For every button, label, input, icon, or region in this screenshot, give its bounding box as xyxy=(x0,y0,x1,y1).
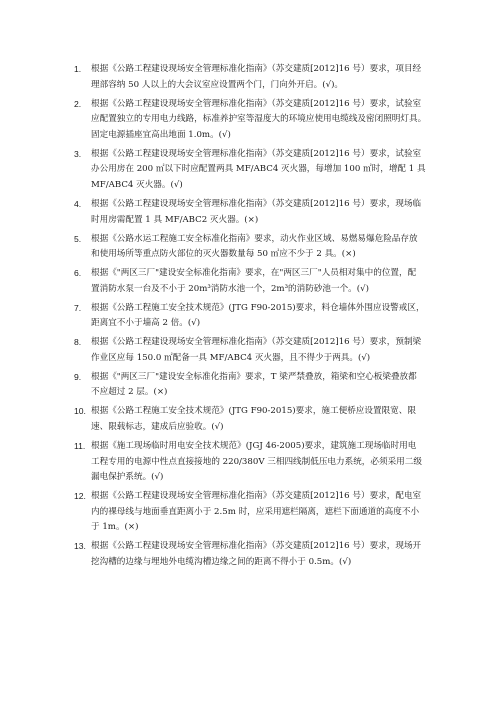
question-number: 6. xyxy=(74,268,82,279)
question-text-line: 时用房需配置 1 具 MF/ABC2 灭火器。(×) xyxy=(91,214,259,225)
question-text-line: 于 1m。(×) xyxy=(91,522,139,533)
question-text-line: 固定电源插座宜高出地面 1.0m。(√) xyxy=(91,129,231,140)
question-number: 11. xyxy=(74,440,86,451)
question-text-line: 理部容纳 50 人以上的大会议室应设置两个门，门向外开启。(√)。 xyxy=(91,79,344,90)
question-number: 3. xyxy=(74,148,82,159)
question-text-line: 不应超过 2 层。(×) xyxy=(91,387,168,398)
question-text-line: 根据《施工现场临时用电安全技术规范》(JGJ 46-2005)要求，建筑施工现场临时用电 xyxy=(91,440,417,451)
question-text-line: 根据《"两区三厂"建设安全标准化指南》要求，T 梁严禁叠放，箱梁和空心板梁叠放都 xyxy=(91,371,417,382)
question-number: 4. xyxy=(74,198,82,209)
question-number: 5. xyxy=(74,233,82,244)
question-text-line: 应配置独立的专用电力线路，标准养护室等湿度大的环境应使用电缆线及密闭照明灯具。 xyxy=(91,114,426,125)
question-text-line: 根据《公路水运工程施工安全标准化指南》要求，动火作业区域、易燃易爆危险品存放 xyxy=(91,233,418,244)
question-number: 7. xyxy=(74,302,82,313)
question-text-line: 工程专用的电源中性点直接接地的 220/380V 三相四线制低压电力系统，必须采用二级 xyxy=(91,456,422,467)
question-text-line: MF/ABC4 灭火器。(√) xyxy=(91,179,183,190)
list-item xyxy=(74,232,426,263)
question-text-line: 根据《公路工程建设现场安全管理标准化指南》（苏交建质[2012]16 号）要求，配电室 xyxy=(91,491,422,502)
question-text-line: 置消防水泵一台及不小于 20m³消防水池一个，2m³的消防砂池一个。(√) xyxy=(91,283,369,294)
question-text-line: 根据《公路工程建设现场安全管理标准化指南》（苏交建质[2012]16 号）要求，预制梁 xyxy=(91,337,422,348)
list-item xyxy=(74,539,426,570)
list-item xyxy=(74,489,426,536)
question-text-line: 根据《公路工程建设现场安全管理标准化指南》（苏交建质[2012]16 号）要求，项目经 xyxy=(91,64,422,74)
question-text-line: 根据《公路工程施工安全技术规范》(JTG F90-2015)要求，料仓墙体外围应设警戒区， xyxy=(91,302,425,313)
question-number: 8. xyxy=(74,337,82,348)
question-text-line: 根据《公路工程建设现场安全管理标准化指南》（苏交建质[2012]16 号）要求，现场临 xyxy=(91,198,422,209)
question-number: 1. xyxy=(74,64,82,74)
list-item xyxy=(74,335,426,366)
question-text-line: 漏电保护系统。(√) xyxy=(91,472,164,483)
list-item xyxy=(74,439,426,486)
question-text-line: 根据《"两区三厂"建设安全标准化指南》要求，在"两区三厂"人员相对集中的位置，配 xyxy=(91,268,417,279)
question-text-line: 距离宜不小于墙高 2 倍。(√) xyxy=(91,318,201,329)
question-text-line: 和使用场所等重点防火部位的灭火器数量每 50 ㎡应不少于 2 具。(×) xyxy=(91,249,356,260)
question-number: 2. xyxy=(74,98,82,109)
list-item xyxy=(74,197,426,228)
question-text-line: 作业区应每 150.0 ㎡配备一具 MF/ABC4 灭火器，且不得少于两具。(√) xyxy=(91,352,371,363)
question-text-line: 根据《公路工程建设现场安全管理标准化指南》（苏交建质[2012]16 号）要求，现场开 xyxy=(91,541,422,552)
question-text-line: 根据《公路工程建设现场安全管理标准化指南》（苏交建质[2012]16 号）要求，试验室 xyxy=(91,148,422,159)
list-item xyxy=(74,404,426,435)
list-item xyxy=(74,147,426,194)
list-item xyxy=(74,301,426,332)
question-list xyxy=(74,62,426,574)
list-item xyxy=(74,370,426,401)
question-number: 10. xyxy=(74,406,86,417)
question-text-line: 根据《公路工程施工安全技术规范》(JTG F90-2015)要求，施工便桥应设置限宽、限 xyxy=(91,406,416,417)
question-text-line: 内的裸母线与地面垂直距离小于 2.5m 时，应采用遮栏隔离，遮栏下面通道的高度不小 xyxy=(91,506,420,517)
question-number: 12. xyxy=(74,491,86,502)
question-number: 13. xyxy=(74,541,86,552)
list-item xyxy=(74,266,426,297)
question-text-line: 速、限载标志，建成后应验收。(√) xyxy=(91,421,224,432)
question-text-line: 挖沟槽的边缘与埋地外电缆沟槽边缘之间的距离不得小于 0.5m。(√) xyxy=(91,556,352,567)
question-text-line: 根据《公路工程建设现场安全管理标准化指南》（苏交建质[2012]16 号）要求，试验室 xyxy=(91,98,422,109)
list-item xyxy=(74,97,426,144)
list-item xyxy=(74,62,426,93)
question-text-line: 办公用房在 200 ㎡以下时应配置两具 MF/ABC4 灭火器，每增加 100 ㎡时，增配 1 具 xyxy=(91,164,426,175)
question-number: 9. xyxy=(74,371,82,382)
